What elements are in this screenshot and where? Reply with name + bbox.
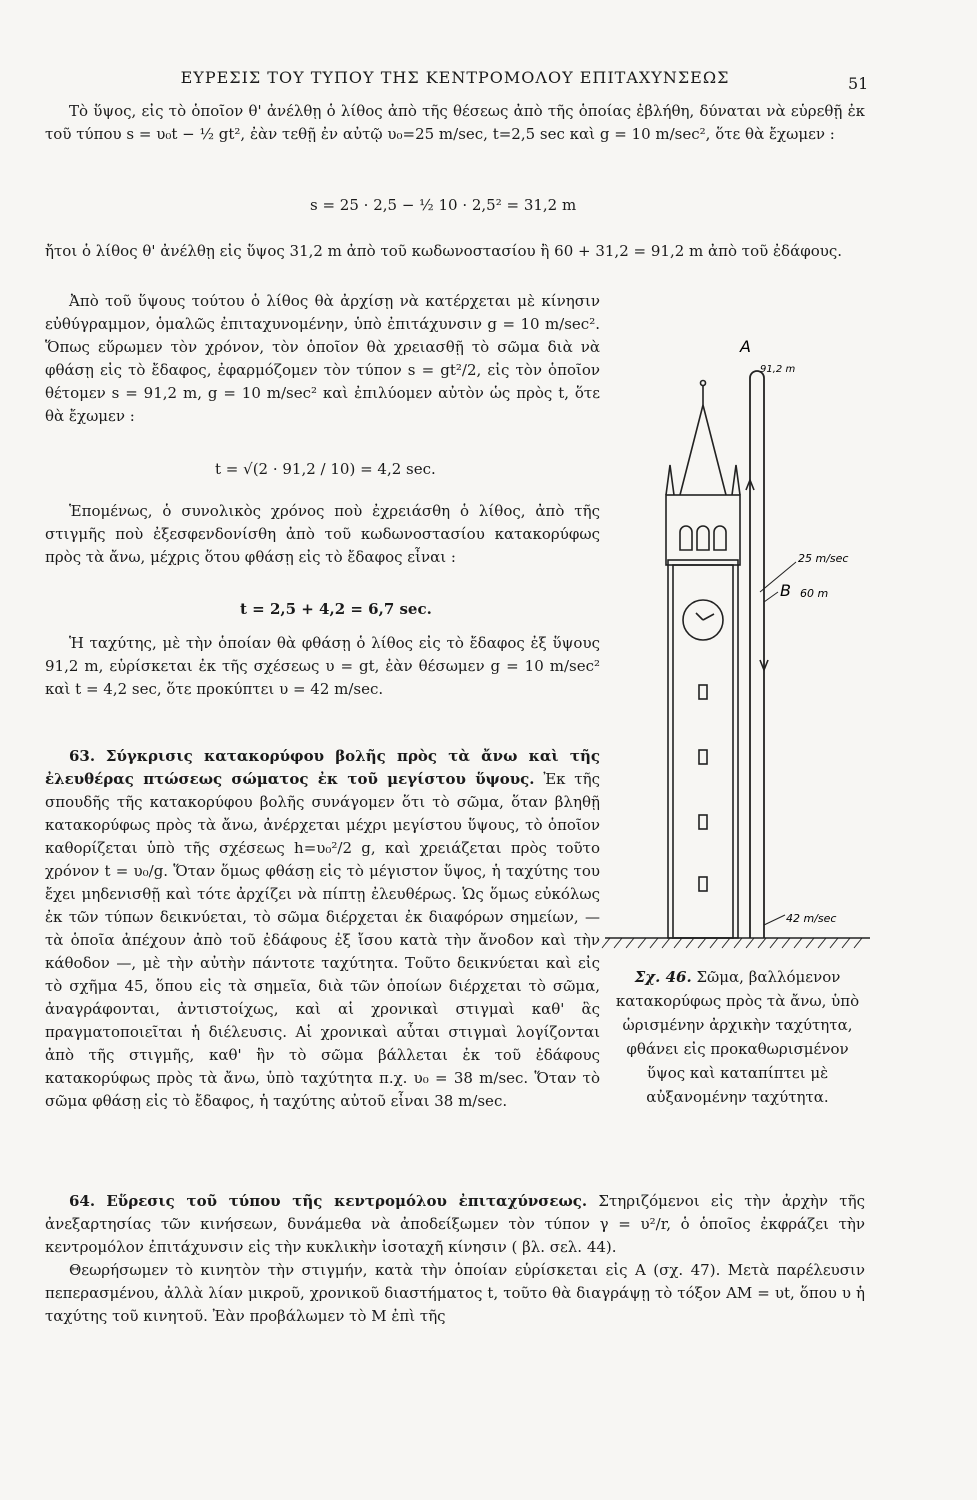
fall-paragraph-3: Ἡ ταχύτης, μὲ τὴν ὁποίαν θὰ φθάσῃ ὁ λίθος εἰς τὸ ἔδαφος ἐξ ὕψους 91,2 m, εὑρίσκεται ἐκ τῆς σχέσεως υ = gt, ἐὰν θέσωμεν g = 10 m/sec² καὶ t = 4,2 sec, ὅτε προκύπτει υ = 42 m/sec.	[45, 634, 600, 698]
section-63	[45, 745, 600, 1113]
fall-block-3	[45, 632, 600, 701]
fall-block-2	[45, 500, 600, 569]
section-63-heading: Σύγκρισις κατακορύφου βολῆς πρὸς τὰ ἄνω καὶ τῆς ἐλευθέρας πτώσεως σώματος ἐκ τοῦ μεγίστου ὕψους.	[45, 747, 600, 788]
fig-label-b: B	[780, 581, 791, 600]
fall-paragraph-1: Ἀπὸ τοῦ ὕψους τούτου ὁ λίθος θὰ ἀρχίσῃ νὰ κατέρχεται μὲ κίνησιν εὐθύγραμμον, ὁμαλῶς ἐπιταχυνομένην, ὑπὸ ἐπιτάχυνσιν g = 10 m/sec². Ὅπως εὕρωμεν τὸν χρόνον, τὸν ὁποῖον θὰ χρειασθῇ τὸ σῶμα διὰ νὰ φθάσῃ εἰς τὸ ἔδαφος, ἐφαρμόζομεν τὸν τύπον s = gt²/2, εἰς τὸν ὁποῖον θέτομεν s = 91,2 m, g = 10 m/sec² καὶ ἐπιλύομεν αὐτὸν ὡς πρὸς t, ὅτε θὰ ἔχωμεν :	[45, 292, 600, 425]
page-number: 51	[848, 74, 869, 93]
caption-label: Σχ. 46.	[634, 968, 692, 986]
section-64-body-1: Στηριζόμενοι εἰς τὴν ἀρχὴν τῆς ἀνεξαρτησίας τῶν κινήσεων, δυνάμεθα νὰ ἀποδείξωμεν τὸν τύπον γ = υ²/r, ὁ ὁποῖος ἐκφράζει τὴν κεντρομόλον ἐπιτάχυνσιν εἰς τὴν κυκλικὴν ἰσοταχῆ κίνησιν ( βλ. σελ. 44).	[45, 1192, 865, 1256]
section-64-body-2: Θεωρήσωμεν τὸ κινητὸν τὴν στιγμήν, κατὰ τὴν ὁποίαν εὑρίσκεται εἰς Α (σχ. 47). Μετὰ παρέλευσιν πεπερασμένου, ἀλλὰ λίαν μικροῦ, χρονικοῦ διαστήματος t, τοῦτο θὰ διαγράψῃ τὸ τόξον ΑΜ = υt, ὅπου υ ἡ ταχύτης τοῦ κινητοῦ. Ἐὰν προβάλωμεν τὸ Μ ἐπὶ τῆς	[45, 1261, 865, 1325]
section-64-number: 64.	[69, 1192, 96, 1210]
fig-label-a: A	[740, 337, 751, 356]
fig-label-b-height: 60 m	[800, 587, 829, 600]
fall-paragraph-2: Ἑπομένως, ὁ συνολικὸς χρόνος ποὺ ἐχρειάσθη ὁ λίθος, ἀπὸ τῆς στιγμῆς ποὺ ἐξεσφενδονίσθη ἀπὸ τοῦ κωδωνοστασίου κατακορύφως πρὸς τὰ ἄνω, μέχρις ὅτου φθάσῃ εἰς τὸ ἔδαφος εἶναι :	[45, 502, 600, 566]
section-63-body: Ἐκ τῆς σπουδῆς τῆς κατακορύφου βολῆς συνάγομεν ὅτι τὸ σῶμα, ὅταν βληθῇ κατακορύφως πρὸς τὰ ἄνω, ἀνέρχεται μέχρι μεγίστου ὕψους, τὸ ὁποῖον καθορίζεται ὑπὸ τῆς σχέσεως h=υ₀²/2 g, καὶ χρειάζεται πρὸς τοῦτο χρόνον t = υ₀/g. Ὅταν ὅμως φθάσῃ εἰς τὸ μέγιστον ὕψος, ἡ ταχύτης του ἔχει μηδενισθῇ καὶ τότε ἀρχίζει νὰ πίπτῃ ἐλευθέρως. Ὡς ὅμως εὐκόλως ἐκ τῶν τύπων δεικνύεται, τὸ σῶμα διέρχεται ἐκ διαφόρων σημείων, — τὰ ὁποῖα ἀπέχουν ἀπὸ τοῦ ἐδάφους ἐξ ἴσου κατὰ τὴν ἄνοδον καὶ τὴν κάθοδον —, μὲ τὴν αὐτὴν πάντοτε ταχύτητα. Τοῦτο δεικνύεται καὶ εἰς τὸ σχῆμα 45, ὅπου εἰς τὰ σημεῖα, διὰ τῶν ὁποίων διέρχεται τὸ σῶμα, ἀναγράφονται, ἀντιστοίχως, καὶ αἱ χρονικαὶ στιγμαὶ καθ' ἃς πραγματοποιεῖται ἡ διέλευσις. Αἱ χρονικαὶ αὗται στιγμαὶ λογίζονται ἀπὸ τῆς στιγμῆς, καθ' ἣν τὸ σῶμα βάλλεται ἐκ τοῦ ἐδάφους κατακορύφως πρὸς τὰ ἄνω, ὑπὸ ταχύτητα π.χ. υ₀ = 38 m/sec. Ὅταν τὸ σῶμα φθάσῃ εἰς τὸ ἔδαφος, ἡ ταχύτης αὐτοῦ εἶναι 38 m/sec.	[45, 770, 600, 1110]
equation-total-time: t = 2,5 + 4,2 = 6,7 sec.	[240, 600, 432, 618]
caption-text: Σῶμα, βαλλόμενον κατακορύφως πρὸς τὰ ἄνω, ὑπὸ ὡρισμένην ἀρχικὴν ταχύτητα, φθάνει εἰς προκαθωρισμένον ὕψος καὶ καταπίπτει μὲ αὐξανομένην ταχύτητα.	[615, 968, 860, 1106]
fig-label-v0: 25 m/sec	[798, 552, 849, 565]
figure-caption	[610, 965, 865, 1109]
intro-paragraph-2: ἤτοι ὁ λίθος θ' ἀνέλθῃ εἰς ὕψος 31,2 m ἀπὸ τοῦ κωδωνοστασίου ἢ 60 + 31,2 = 91,2 m ἀπὸ τοῦ ἐδάφους.	[45, 242, 843, 260]
intro-block	[45, 100, 865, 146]
section-64	[45, 1190, 865, 1328]
section-64-heading: Εὕρεσις τοῦ τύπου τῆς κεντρομόλου ἐπιταχύνσεως.	[106, 1192, 588, 1210]
section-63-number: 63.	[69, 747, 96, 765]
equation-time: t = √(2 · 91,2 / 10) = 4,2 sec.	[215, 460, 436, 478]
equation-height: s = 25 · 2,5 − ½ 10 · 2,5² = 31,2 m	[310, 196, 577, 214]
fig-label-a-height: 91,2 m	[760, 364, 796, 375]
intro-paragraph-1: Τὸ ὕψος, εἰς τὸ ὁποῖον θ' ἀνέλθῃ ὁ λίθος ἀπὸ τῆς θέσεως ἀπὸ τῆς ὁποίας ἐβλήθη, δύναται νὰ εὑρεθῇ ἐκ τοῦ τύπου s = υ₀t − ½ gt², ἐὰν τεθῇ ἐν αὐτῷ υ₀=25 m/sec, t=2,5 sec καὶ g = 10 m/sec², ὅτε θὰ ἔχωμεν :	[45, 102, 865, 143]
running-header: ΕΥΡΕΣΙΣ ΤΟΥ ΤΥΠΟΥ ΤΗΣ ΚΕΝΤΡΟΜΟΛΟΥ ΕΠΙΤΑΧΥΝΣΕΩΣ	[180, 68, 730, 87]
fall-block-1	[45, 290, 600, 428]
figure-bell-tower	[600, 330, 880, 970]
fig-label-vf: 42 m/sec	[786, 912, 837, 925]
intro-block-2	[45, 240, 865, 263]
